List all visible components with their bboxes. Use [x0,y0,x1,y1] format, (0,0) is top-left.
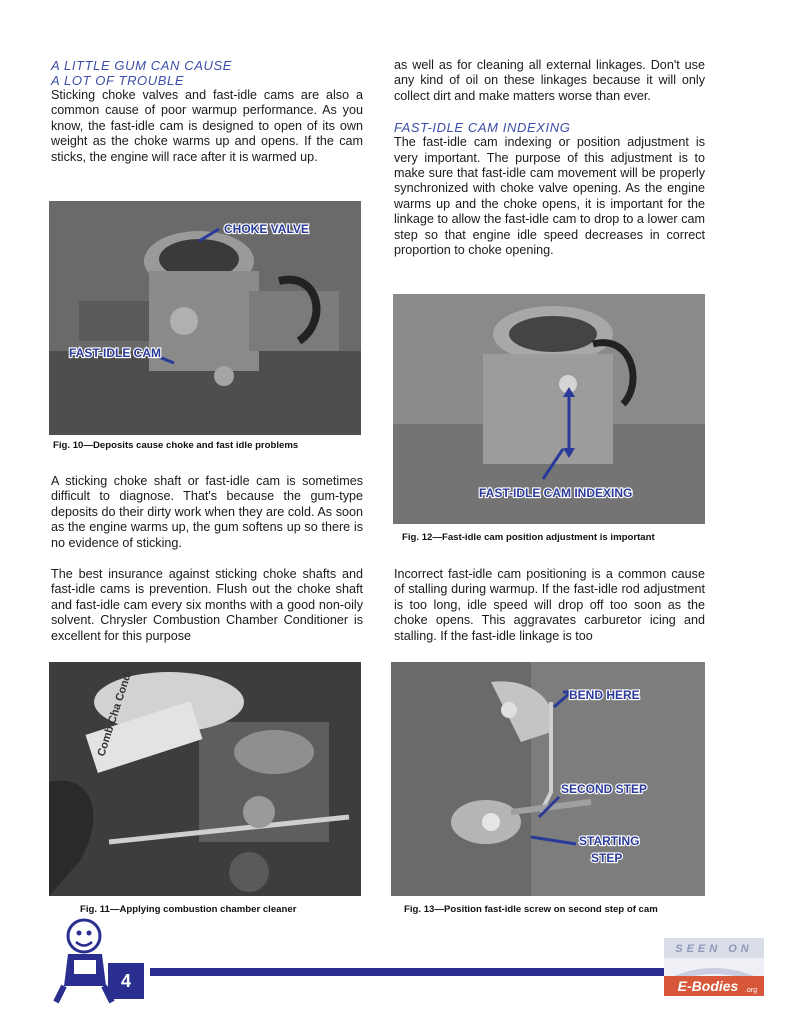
badge-ebodies-text: E-Bodies [677,978,739,994]
label-step: STEP [591,851,623,865]
label-fast-idle-cam-indexing: FAST-IDLE CAM INDEXING [479,486,633,500]
figure-12-caption: Fig. 12—Fast-idle cam position adjustment is important [402,532,655,543]
section-heading: FAST-IDLE CAM INDEXING [394,120,571,136]
left-column-middle [51,474,363,551]
carburetor-image [49,201,361,435]
cam-indexing-image [393,294,705,524]
second-step-image [391,662,705,896]
left-column-lower [51,567,363,644]
paragraph: The best insurance against sticking choke shafts and fast-idle cams is prevention. Flush out the choke shaft and fast-idle cam every six months with a good non-oily solvent. Chrysler Combustion Chamber Conditioner is excellent for this purpose [51,567,363,643]
paragraph: Sticking choke valves and fast-idle cams are also a common cause of poor warmup performance. As you know, the fast-idle cam is designed to open of its own weight as the choke warms up and opens. If the cam sticks, the engine will race after it is warmed up. [51,88,363,164]
label-starting: STARTING [579,834,640,848]
can-label-text: Comb Cha Condi [95,669,135,758]
footer-rule [150,968,705,976]
badge-seen-on-text: SEEN ON [675,943,753,955]
figure-13-caption: Fig. 13—Position fast-idle screw on second step of cam [404,904,658,915]
cleaner-application-image [49,662,361,896]
right-column-top [394,58,705,258]
label-fast-idle-cam: FAST-IDLE CAM [69,346,161,360]
paragraph: Incorrect fast-idle cam positioning is a common cause of stalling during warmup. If the fast-idle rod adjustment is too long, idle speed will drop off too soon as the choke opens. This aggravates carburetor icing and stalling. If the fast-idle linkage is too [394,567,705,643]
paragraph: A sticking choke shaft or fast-idle cam is sometimes difficult to diagnose. That's because the gum-type deposits do their dirty work when they are cold. As soon as the engine warms up, the gum softens up so there is no evidence of sticking. [51,474,363,550]
page-number: 4 [108,963,144,999]
label-second-step: SECOND STEP [561,782,648,796]
right-column-lower [394,567,705,644]
left-column-top [51,58,363,165]
paragraph: as well as for cleaning all external linkages. Don't use any kind of oil on these linkages because it will only collect dirt and make matters worse than ever. [394,58,705,103]
seen-on-badge [664,938,764,998]
figure-11-caption: Fig. 11—Applying combustion chamber cleaner [80,904,297,915]
paragraph: The fast-idle cam indexing or position adjustment is very important. The purpose of this adjustment is to make sure that fast-idle cam movement will be properly synchronized with choke valve opening. As the engine warms up and the choke opens, it is important for the linkage to allow the fast-idle cam to drop to a lower cam step so that engine idle speed decreases in correct proportion to choke opening. [394,135,705,258]
figure-10-caption: Fig. 10—Deposits cause choke and fast idle problems [53,440,299,451]
mascot-icon [46,918,116,1004]
figure-12-photo [393,294,705,524]
section-heading-line2: A LOT OF TROUBLE [51,73,185,88]
figure-13-photo [391,662,705,896]
section-heading-line1: A LITTLE GUM CAN CAUSE [51,58,233,73]
figure-11-photo [49,662,361,896]
badge-org-text: .org [744,987,758,994]
label-bend-here: BEND HERE [569,688,640,702]
label-choke-valve: CHOKE VALVE [224,222,309,236]
figure-10-photo [49,201,361,435]
